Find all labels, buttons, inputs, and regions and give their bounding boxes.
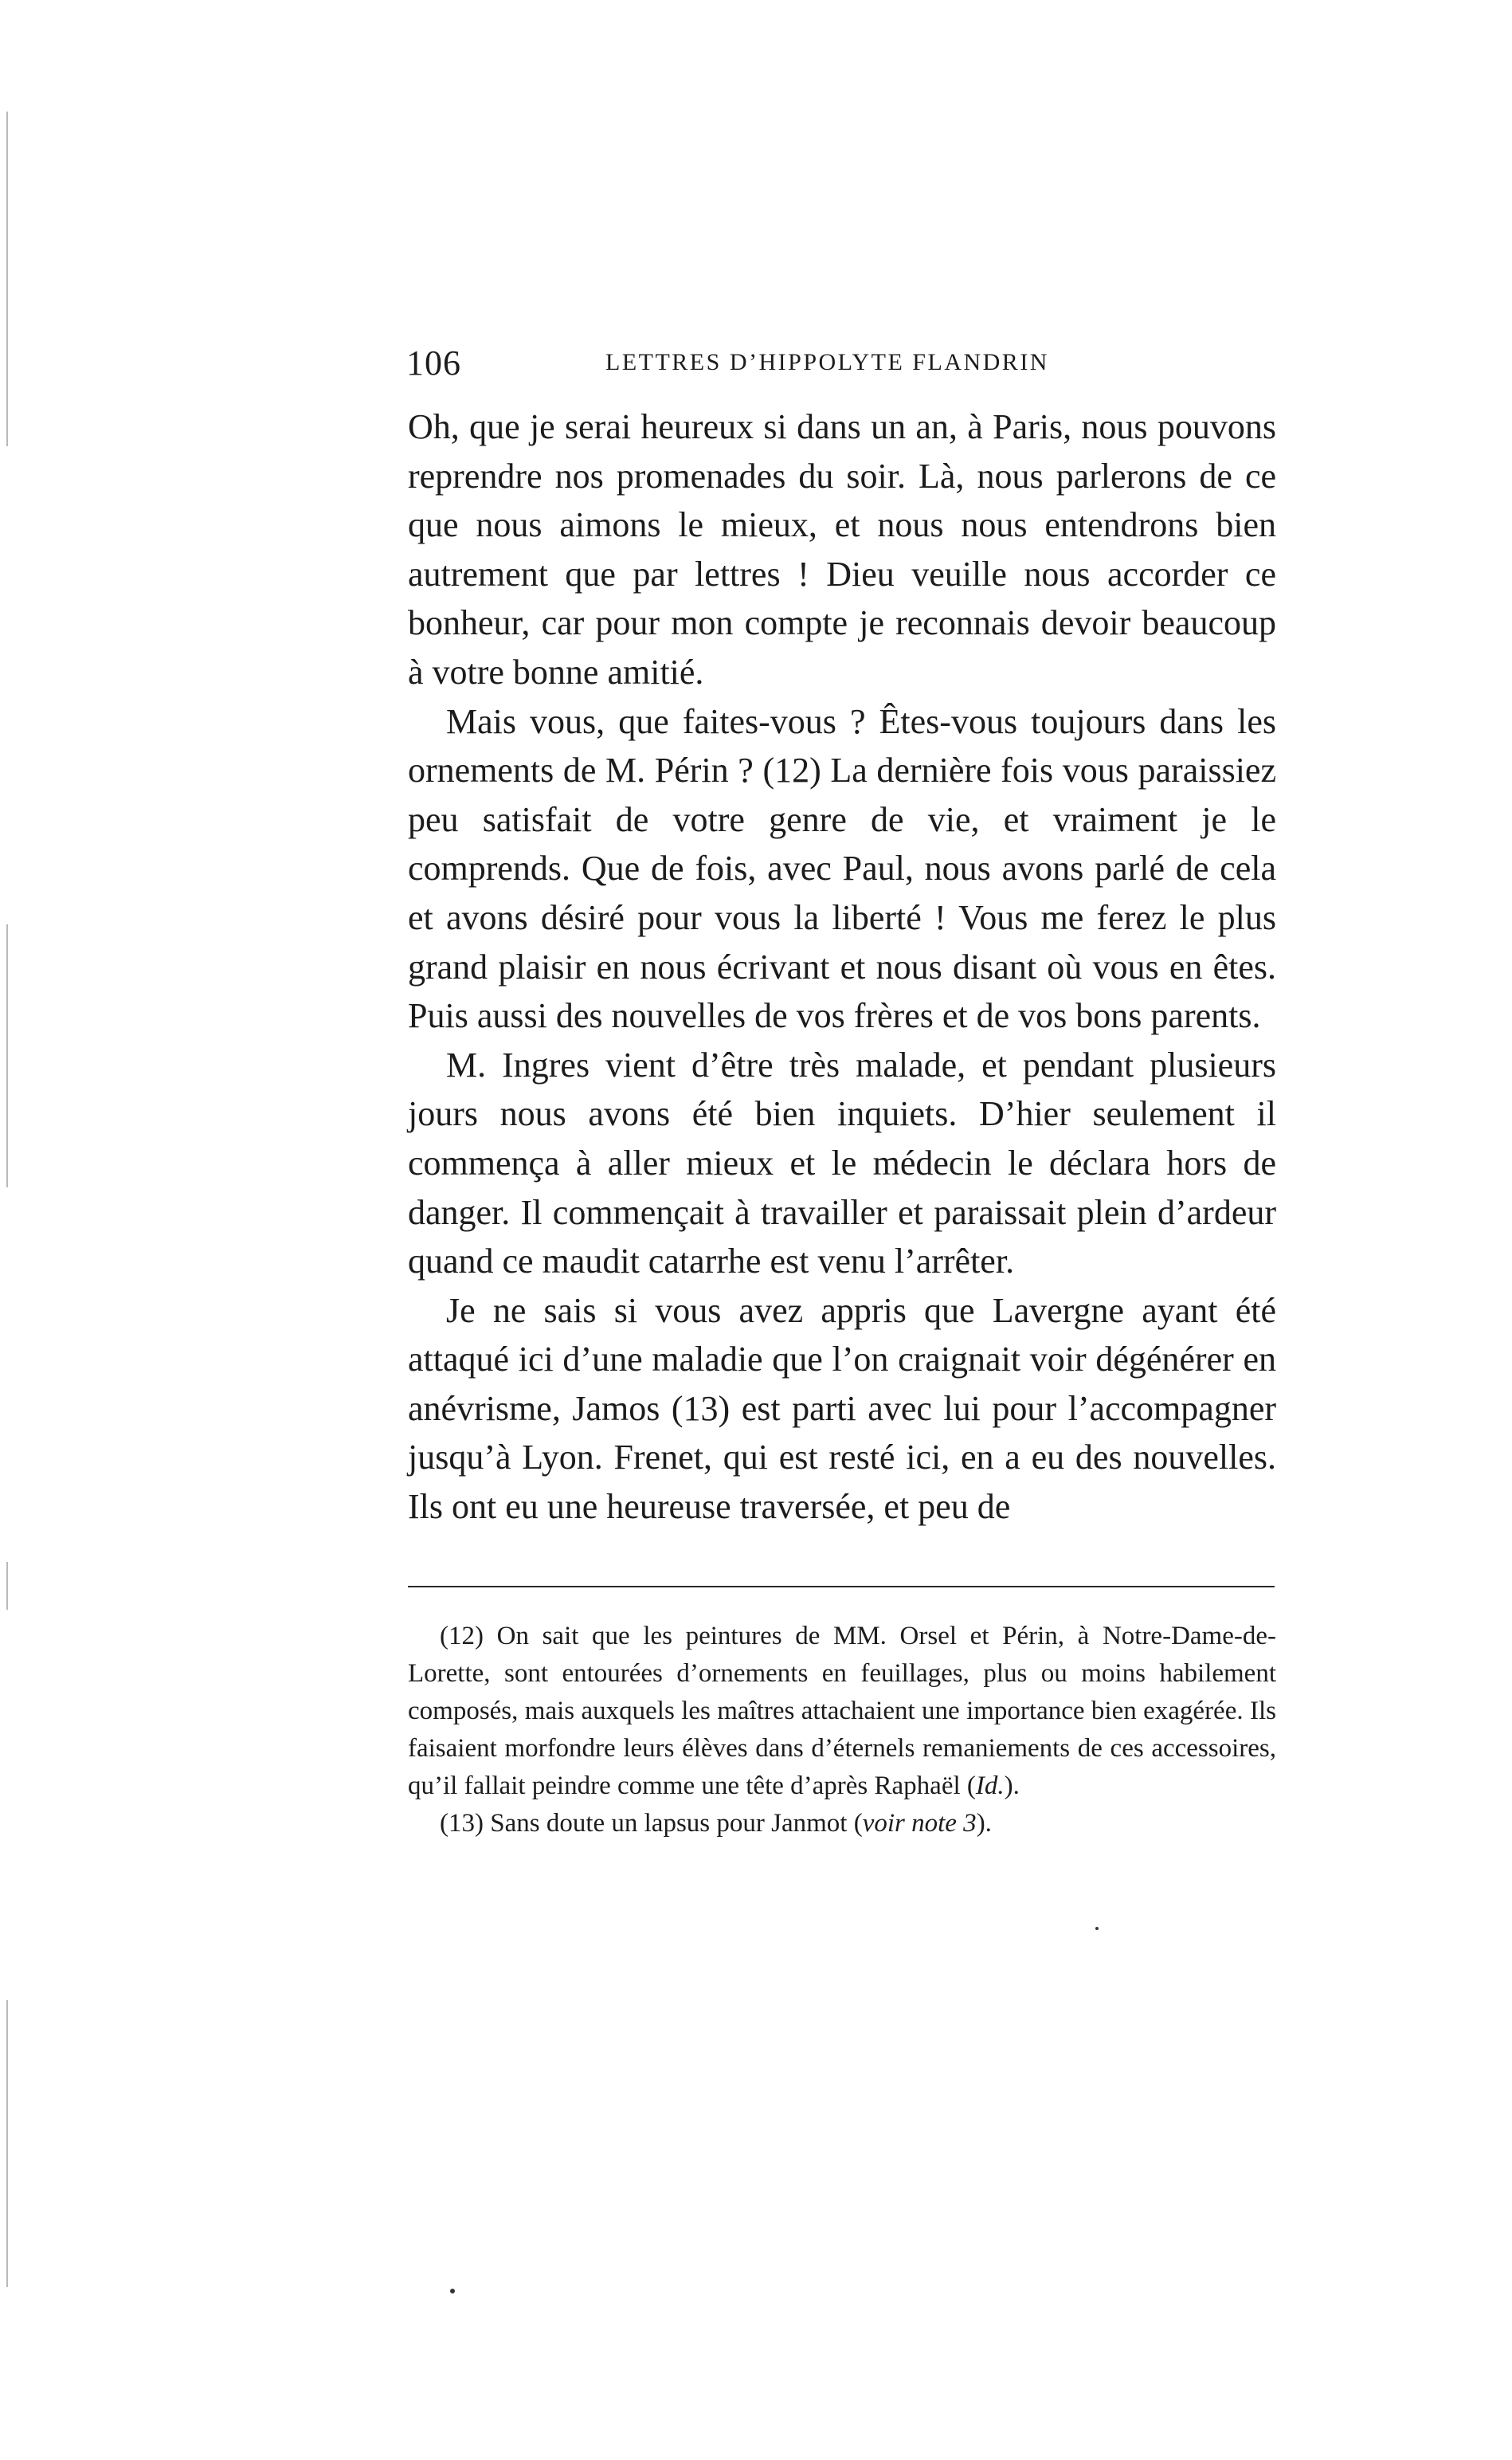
scan-margin-mark [6,924,8,1187]
page-header [406,343,1283,390]
footnote-text: (13) Sans doute un lapsus pour Janmot ( [440,1809,863,1838]
paragraph: Je ne sais si vous avez appris que Lavergne ayant été attaqué ici d’une maladie que l’on craignait voir dégénérer en anévrisme, Jamos (13) est parti avec lui pour l’accompagner jusqu’à Lyon. Frenet, qui est resté ici, en a eu des nouvelles. Ils ont eu une heureuse traversée, et peu de [408,1290,1276,1527]
scan-margin-mark [6,112,8,446]
footnote-divider [408,1586,1275,1587]
footnote-text: (12) On sait que les peintures de MM. Orsel et Périn, à Notre-Dame-de-Lorette, sont entourées d’ornements en feuillages, plus ou moins habilement composés, mais auxquels les maîtres attachaient une importance bien exagérée. Ils faisaient morfondre leurs élèves dans d’éternels remaniements de ces accessoires, qu’il fallait peindre comme une tête d’après Raphaël ( [408,1622,1276,1800]
ink-speck [1095,1927,1099,1930]
footnote-text-end: ). [1004,1771,1020,1800]
paragraph: Mais vous, que faites-vous ? Êtes-vous toujours dans les ornements de M. Périn ? (12) La dernière fois vous paraissiez peu satisfait de votre genre de vie, et vraiment je le comprends. Que de fois, avec Paul, nous avons parlé de cela et avons désiré pour vous la liberté ! Vous me ferez le plus grand plaisir en nous écrivant et nous disant où vous en êtes. Puis aussi des nouvelles de vos frères et de vos bons parents. [408,701,1276,1036]
page-number: 106 [406,343,461,383]
scan-margin-mark [6,2000,8,2287]
scan-margin-mark [6,1562,8,1610]
main-text [408,402,1276,1532]
paragraph: Oh, que je serai heureux si dans un an, à Paris, nous pouvons reprendre nos promenades du soir. Là, nous parlerons de ce que nous aimons le mieux, et nous nous entendrons bien autrement que par lettres ! Dieu veuille nous accorder ce bonheur, car pour mon compte je reconnais devoir beaucoup à votre bonne amitié. [408,407,1276,692]
footnote-text-end: ). [976,1809,992,1838]
footnotes [408,1618,1276,1842]
footnote-13 [408,1805,1276,1842]
footnote-italic: Id. [975,1771,1005,1800]
paragraph: M. Ingres vient d’être très malade, et pendant plusieurs jours nous avons été bien inquiets. D’hier seulement il commença à aller mieux et le médecin le déclara hors de danger. Il commençait à travailler et paraissait plein d’ardeur quand ce maudit catarrhe est venu l’arrêter. [408,1045,1276,1281]
ink-speck [450,2289,455,2293]
footnote-12 [408,1618,1276,1805]
footnote-italic: voir note 3 [862,1809,977,1838]
running-title: LETTRES D’HIPPOLYTE FLANDRIN [605,349,1049,375]
